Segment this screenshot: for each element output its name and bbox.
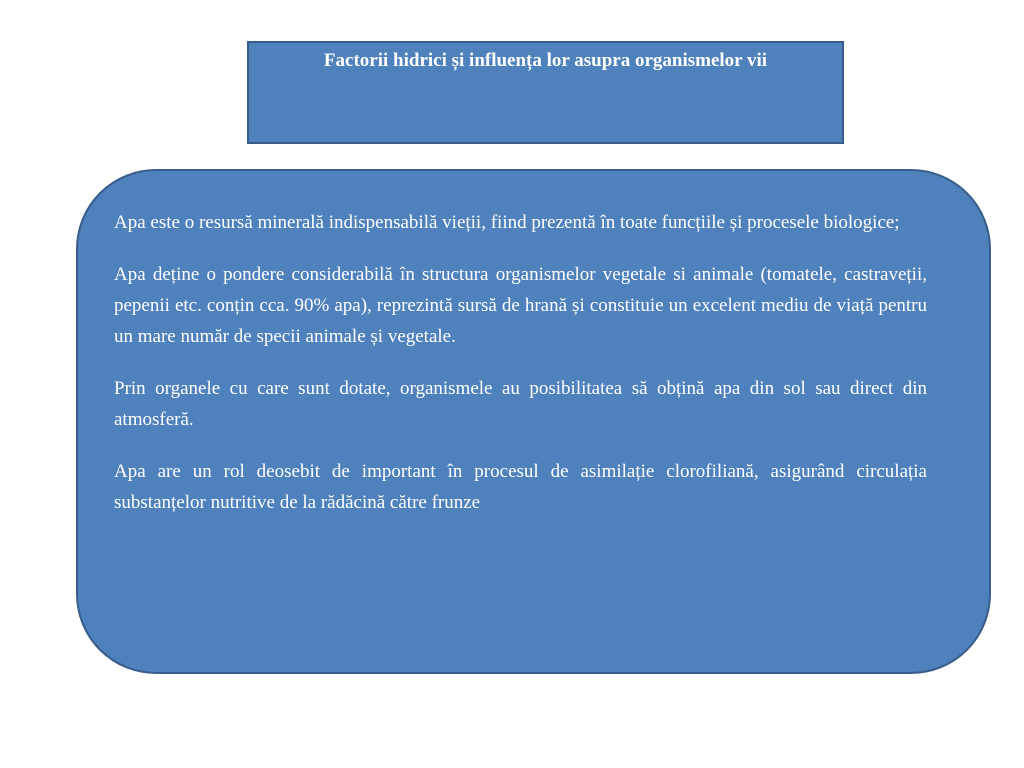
content-box (76, 169, 991, 674)
paragraph-2: Apa deține o pondere considerabilă în structura organismelor vegetale si animale (tomatele, castraveții, pepenii etc. conțin cca. 90% apa), reprezintă sursă de hrană și constituie un excelent mediu de viață pentru un mare număr de specii animale și vegetale. (114, 264, 927, 347)
slide-title: Factorii hidrici și influența lor asupra organismelor vii (323, 50, 768, 71)
title-box (247, 41, 844, 144)
paragraph-1: Apa este o resursă minerală indispensabilă vieții, fiind prezentă în toate funcțiile și procesele biologice; (114, 212, 900, 233)
paragraph-3: Prin organele cu care sunt dotate, organismele au posibilitatea să obțină apa din sol sau direct din atmosferă. (114, 378, 927, 430)
paragraph-4: Apa are un rol deosebit de important în procesul de asimilație clorofiliană, asigurând circulația substanțelor nutritive de la rădăcină către frunze (114, 461, 927, 513)
